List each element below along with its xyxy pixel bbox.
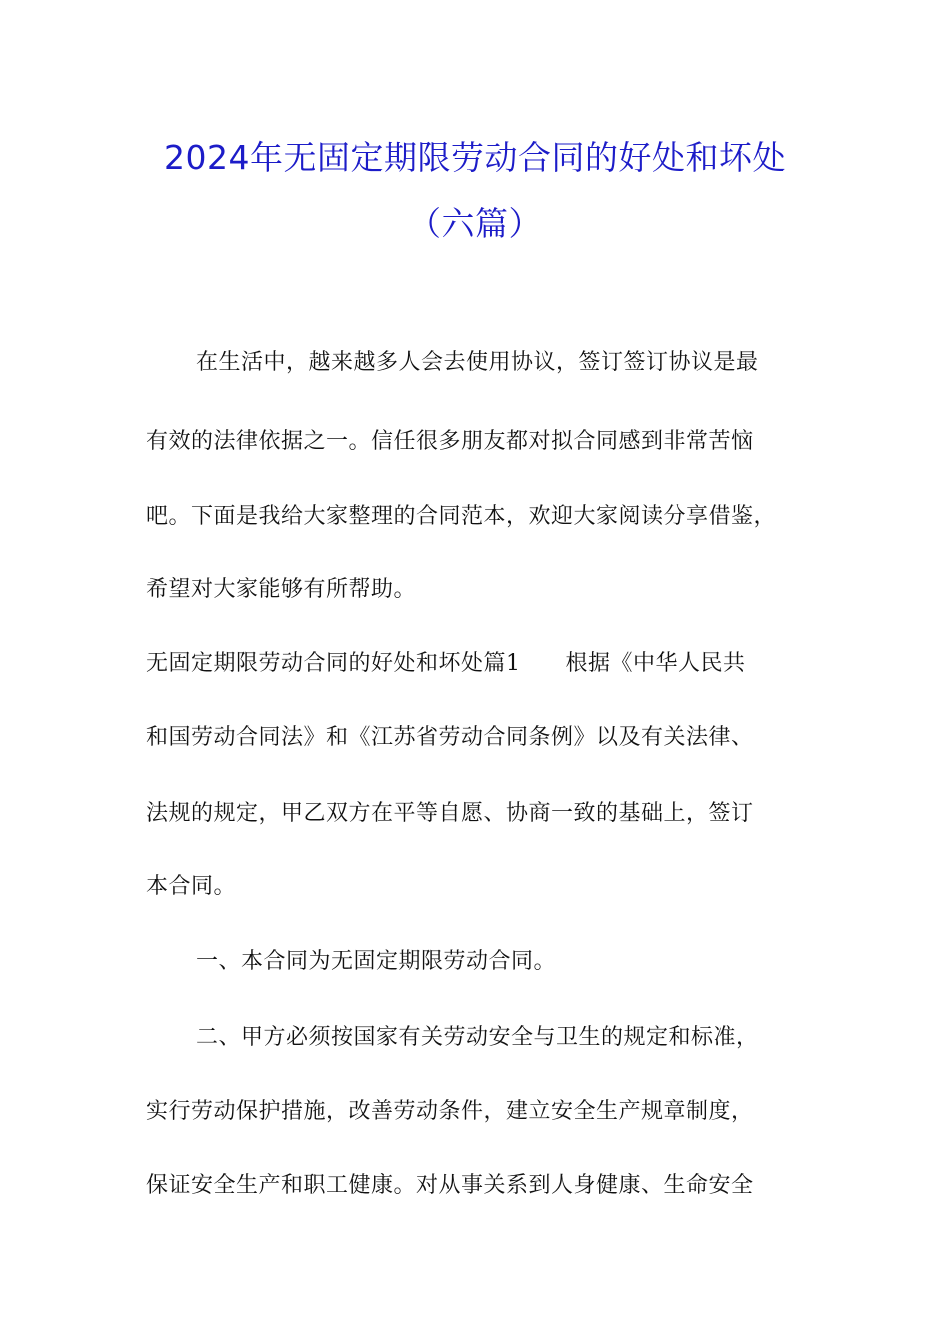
paragraph-line: 保证安全生产和职工健康。对从事关系到人身健康、生命安全	[146, 1173, 754, 1198]
paragraph-line: 希望对大家能够有所帮助。	[146, 577, 417, 602]
clause-line: 一、本合同为无固定期限劳动合同。	[196, 949, 557, 974]
document-title-line-2: （六篇）	[408, 204, 542, 243]
document-title-line-1: 2024年无固定期限劳动合同的好处和坏处	[164, 138, 786, 177]
paragraph-line: 法规的规定，甲乙双方在平等自愿、协商一致的基础上，签订	[146, 801, 754, 826]
paragraph-line: 吧。下面是我给大家整理的合同范本，欢迎大家阅读分享借鉴，	[146, 504, 777, 529]
paragraph-line: 实行劳动保护措施，改善劳动条件，建立安全生产规章制度，	[146, 1099, 754, 1124]
clause-line: 二、甲方必须按国家有关劳动安全与卫生的规定和标准，	[196, 1025, 759, 1050]
paragraph-line: 本合同。	[146, 874, 237, 899]
paragraph-line: 和国劳动合同法》和《江苏省劳动合同条例》以及有关法律、	[146, 725, 754, 750]
section-heading-line: 无固定期限劳动合同的好处和坏处篇1 根据《中华人民共	[146, 651, 746, 676]
paragraph-line: 有效的法律依据之一。信任很多朋友都对拟合同感到非常苦恼	[146, 429, 754, 454]
paragraph-line: 在生活中，越来越多人会去使用协议，签订签订协议是最	[196, 350, 759, 375]
